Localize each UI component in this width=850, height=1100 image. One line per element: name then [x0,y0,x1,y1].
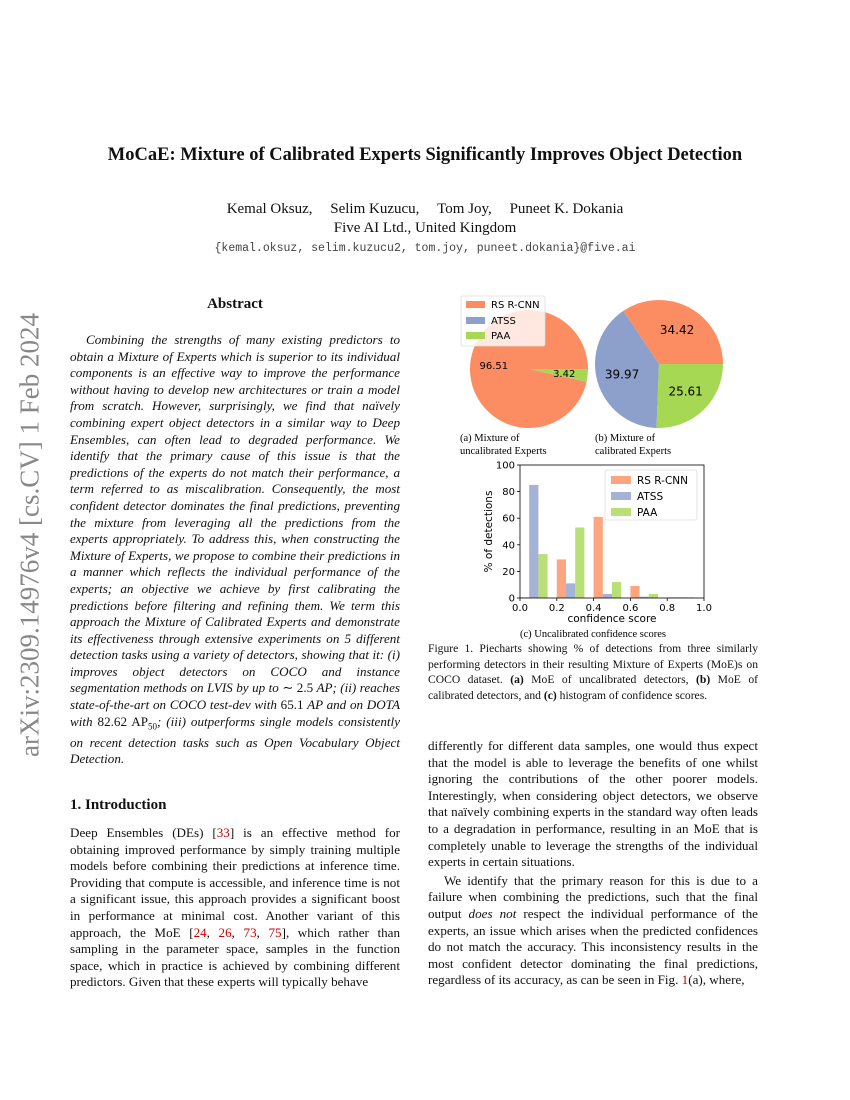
author-list [0,200,850,219]
pie-value-label: 96.51 [479,361,509,373]
intro-paragraph: Deep Ensembles (DEs) [33] is an effective method for obtaining improved performance by simply training multiple models before combining their predictions at inference time. Providing that compute is accessible, and inference time is not a significant issue, this approach provides a significant boost in performance at minimal cost. Another variant of this approach, the MoE [24, 26, 73, 75], which rather than sampling in the parameter space, samples in the function space, which in practice is achieved by combining different predictors. Given that these experts will typically behave [70,825,401,990]
caption-bold: (b) [696,673,711,686]
bar-rs-r-cnn [630,586,639,598]
abstract-text: Combining the strengths of many existing predictors to obtain a Mixture of Experts which is superior to its individual components is an effective way to improve the performance without having to develop new architectures or train a model from scratch. However, surprisingly, we find that naïvely combining expert object detectors in a similar way to Deep Ensembles, can often lead to degraded performance. We identify that the primary cause of this issue is that the predictions of the experts do not match their performance, a term referred to as miscalibration. Consequently, the most confident detector dominates the final predictions, preventing the mixture from leveraging all the predictions from the experts appropriately. To address this, when constructing the Mixture of Experts, we propose to combine their predictions in a manner which reflects the individual performance of the experts; an objective we achieve by first calibrating the predictions before filtering and refining them. We term this approach the Mixture of Calibrated Experts and demonstrate its effectiveness through extensive experiments on 5 different detection tasks using a variety of detectors, showing that it: (i) improves object detectors on COCO and instance segmentation methods on LVIS by up to [70,332,400,696]
subcaption-b: calibrated Experts [595,446,672,457]
x-tick-label: 1.0 [696,603,712,614]
abstract-text: AP; (ii) reaches state-of-the-art on COCO test-dev with [70,680,401,713]
histogram-chart [483,461,712,626]
y-tick-label: 80 [502,487,515,499]
caption-text: MoE of uncalibrated detectors, [523,673,697,686]
legend-label: ATSS [637,491,664,503]
pie-value-label: 3.42 [553,368,576,380]
paper-title: MoCaE: Mixture of Calibrated Experts Significantly Improves Object Detection [107,145,743,165]
pie-value-label: 34.42 [659,323,695,338]
y-tick-label: 40 [502,540,515,552]
arxiv-stamp-text: arXiv:2309.14976v4 [cs.CV] 1 Feb 2024 [14,313,45,757]
subcaption-a: (a) Mixture of [460,433,520,444]
intro-text: (a), where, [688,972,745,988]
x-tick-label: 0.6 [622,603,639,614]
legend-label: RS R-CNN [637,475,688,487]
legend-label: ATSS [491,316,516,327]
author-name: Tom Joy, [437,201,492,217]
citation-link[interactable]: 73 [243,924,257,940]
citation-link[interactable]: 24 [193,924,207,940]
bar-atss [566,583,575,598]
y-tick-label: 20 [502,566,515,578]
caption-text: MoE of calibrated detectors, and [428,673,758,702]
y-tick-label: 100 [495,460,515,472]
author-name: Kemal Oksuz, [226,201,313,217]
figure-caption [428,641,758,703]
pie-legend [461,296,545,346]
subcaption-b: (b) Mixture of [595,433,656,444]
bar-paa [612,582,621,598]
intro-column-left [70,825,400,991]
arxiv-stamp [10,300,50,770]
bar-atss [603,594,612,598]
caption-text: Figure 1. Piecharts showing % of detections from three similarly performing detectors in their resulting Mixture of Experts (MoE)s on COCO dataset. [428,642,758,686]
intro-emphasis: does not [468,905,517,921]
citation-link[interactable]: 75 [268,924,282,940]
citation-link[interactable]: 26 [218,924,232,940]
legend-label: PAA [637,507,658,519]
intro-column-right [428,738,758,989]
intro-text: We identify that the primary reason for this is due to a failure when combining the predictions, such that the final output [428,872,758,921]
abstract-heading: Abstract [207,296,263,312]
intro-text: Deep Ensembles (DEs) [ [70,825,217,840]
abstract-paragraph [70,332,400,768]
bar-rs-r-cnn [557,559,566,598]
figure-1 [428,290,758,640]
author-name: Selim Kuzucu, [330,201,420,217]
intro-text: respect the individual performance of the experts, an issue which arises when the predicted confidences do not match the accuracy. This inconsistency results in the most confident detector dominating the final predictions, regardless of its accuracy, as can be seen in Fig. [428,905,758,988]
bar-paa [649,594,658,598]
caption-text: histogram of confidence scores. [556,688,708,702]
legend-swatch [611,508,631,516]
abstract-approx: ∼ 2.5 [282,680,314,696]
pie-chart-calibrated [595,300,723,428]
intro-text: ], which rather than sampling in the parameter space, samples in the function space, which in practice is achieved by combining different predictors. Given that these experts will typically behave [70,924,401,990]
pie-value-label: 25.61 [668,384,703,399]
subcaption-a: uncalibrated Experts [460,446,547,457]
legend-swatch-rs-rcnn [466,301,485,308]
intro-text: ] is an effective method for obtaining improved performance by simply training multiple models before combining their predictions at inference time. Providing that compute is accessible, and inference time is not a significant issue, this approach provides a significant boost in performance at minimal cost. Another variant of this approach, the MoE [ [70,825,400,940]
legend-swatch-paa [466,332,485,339]
bar-paa [575,528,584,598]
section-heading-introduction: 1. Introduction [70,797,167,813]
subcaption-c: (c) Uncalibrated confidence scores [519,629,667,640]
legend-swatch-atss [466,317,485,324]
affiliation: Five AI Ltd., United Kingdom [333,220,517,236]
author-emails: {kemal.oksuz, selim.kuzucu2, tom.joy, puneet.dokania}@five.ai [214,242,636,255]
bar-rs-r-cnn [594,517,603,598]
abstract-text: ; (iii) outperforms single models consistently on recent detection tasks such as Open Vocabulary Object Detection. [70,713,401,767]
abstract-sub: 50 [147,721,157,732]
caption-bold: (a) [510,673,524,686]
abstract-body [70,332,400,768]
caption-bold: (c) [543,688,557,702]
x-tick-label: 0.4 [585,603,602,614]
legend-label: PAA [491,331,511,342]
author-name: Puneet K. Dokania [509,201,624,217]
intro-paragraph [428,873,758,989]
bar-paa [538,554,547,598]
x-tick-label: 0.0 [512,603,528,614]
abstract-num: 82.62 AP [97,713,148,729]
legend-swatch [611,492,631,500]
legend-label: RS R-CNN [491,300,540,311]
x-tick-label: 0.8 [659,603,676,614]
bar-atss [529,485,538,598]
legend-swatch [611,476,631,484]
intro-paragraph: differently for different data samples, one would thus expect that the model is able to leverage the benefits of one whilst ignoring the contributions of the other poorer models. Interestingly, when considering object detectors, we observe that naïvely combining experts in the standard way often leads to a degradation in performance, resulting in an MoE that is completely unable to leverage the strengths of the individual experts in certain situations. [428,738,758,870]
x-axis-label: confidence score [567,613,657,625]
abstract-num: 65.1 [280,697,304,713]
y-tick-label: 60 [502,513,515,525]
y-axis-label: % of detections [483,490,495,573]
citation-link[interactable]: 33 [216,825,230,840]
figure-link[interactable]: 1 [681,972,689,988]
y-tick-label: 0 [508,593,515,605]
abstract-text: AP and on DOTA with [70,697,400,729]
x-tick-label: 0.2 [548,603,565,614]
author-block [0,200,850,238]
pie-value-label: 39.97 [604,367,640,382]
